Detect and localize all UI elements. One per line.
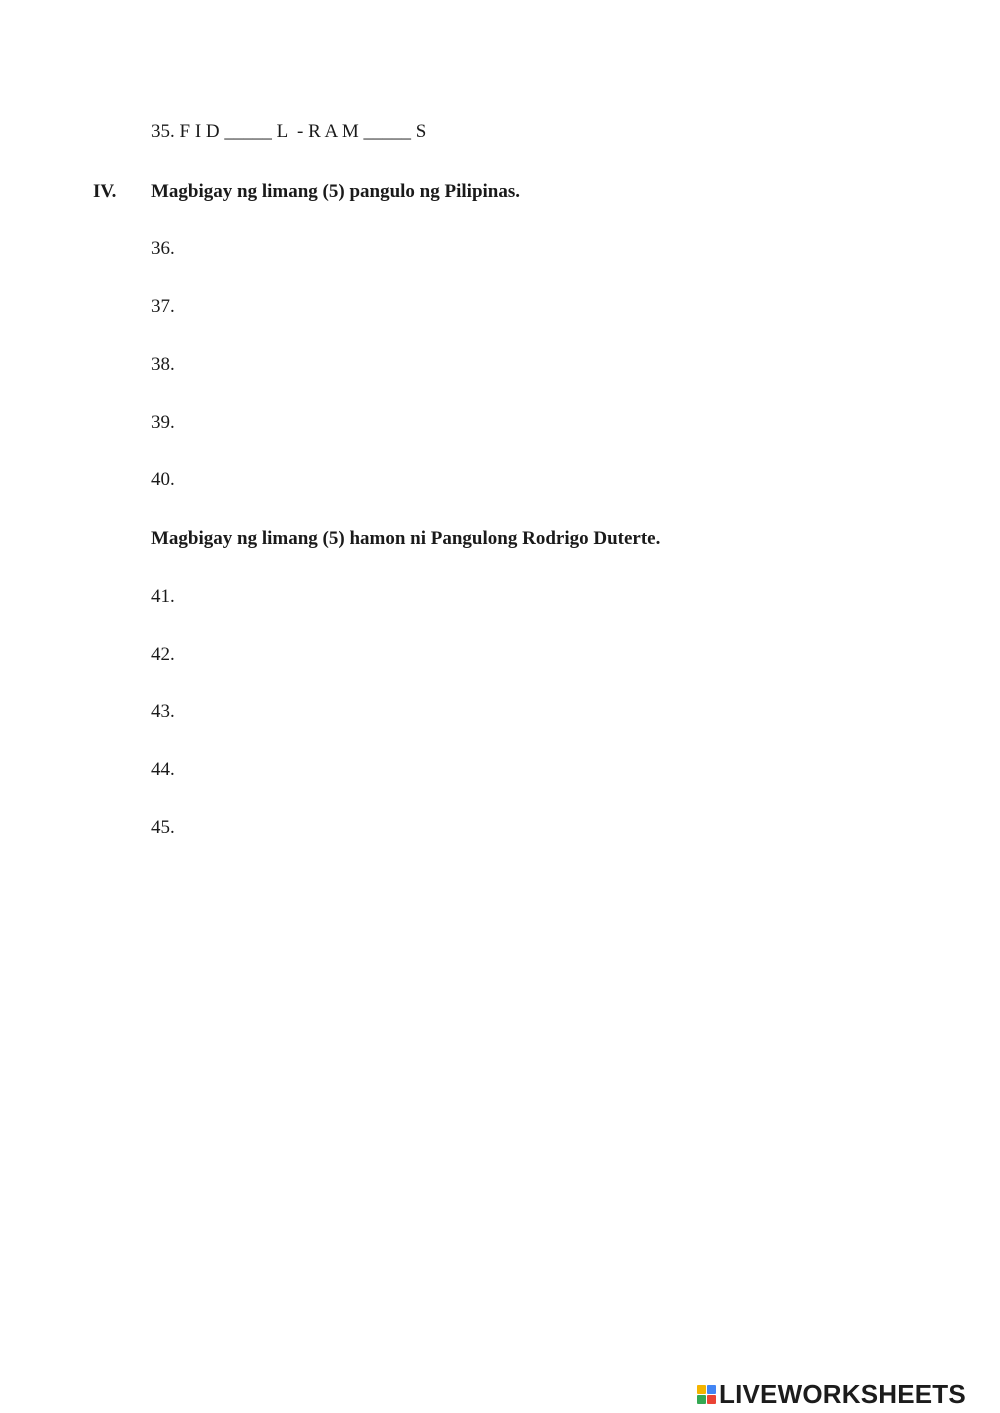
item-45-number: 45. [151,817,175,838]
item-41-number: 41. [151,586,175,607]
item-36-number: 36. [151,238,175,259]
liveworksheets-logo [697,1380,966,1408]
section-iv-instruction: Magbigay ng limang (5) pangulo ng Pilipinas. [151,181,520,202]
liveworksheets-logo-text: LIVEWORKSHEETS [719,1378,966,1409]
item-35-text: 35. F I D _____ L - R A M _____ S [151,121,427,142]
item-42-number: 42. [151,644,175,665]
liveworksheets-logo-icon [697,1385,716,1404]
item-39-number: 39. [151,412,175,433]
section-iv-numeral: IV. [93,181,117,202]
section-duterte-instruction: Magbigay ng limang (5) hamon ni Pangulong Rodrigo Duterte. [151,528,661,549]
item-44-number: 44. [151,759,175,780]
item-43-number: 43. [151,701,175,722]
item-37-number: 37. [151,296,175,317]
item-40-number: 40. [151,469,175,490]
item-38-number: 38. [151,354,175,375]
